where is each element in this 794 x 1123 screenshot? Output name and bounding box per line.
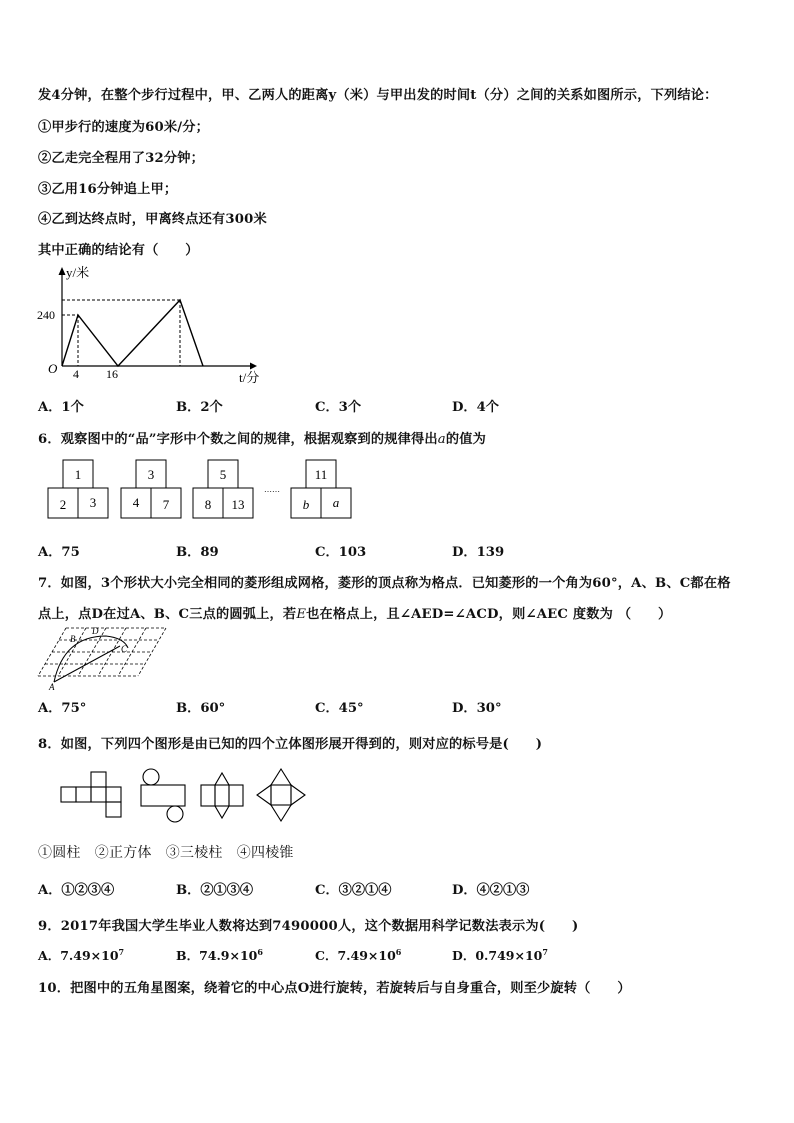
- q9-option-d-base: D．0.749×10: [452, 948, 543, 963]
- q7-label-a: A: [49, 682, 55, 692]
- q9-option-a[interactable]: [38, 946, 124, 964]
- q8-cylinder-net: [141, 769, 185, 822]
- y-axis-label: y/米: [66, 265, 90, 280]
- q5-option-d[interactable]: D．4个: [452, 400, 499, 415]
- q8-option-c[interactable]: C．③②①④: [315, 883, 392, 898]
- q5-question: 其中正确的结论有（ ）: [38, 243, 199, 258]
- q6-ellipsis: ……: [264, 485, 280, 494]
- q6-stem-text: 6．观察图中的“品”字形中个数之间的规律，根据观察到的规律得出: [38, 432, 438, 447]
- q10-stem: 10．把图中的五角星图案，绕着它的中心点O进行旋转，若旋转后与自身重合，则至少旋转（ ）: [38, 981, 631, 996]
- q6-g1-left: 2: [59, 497, 67, 512]
- q6-g3-left: 8: [204, 497, 212, 512]
- distance-curve: [62, 300, 203, 366]
- q8-solid-names: ①圆柱 ②正方体 ③三棱柱 ④四棱锥: [38, 845, 294, 861]
- tick-16: 16: [106, 367, 118, 381]
- q6-g2-right: 7: [162, 497, 170, 512]
- q8-option-d[interactable]: D．④②①③: [452, 883, 530, 898]
- q7-point-e: E: [296, 607, 307, 622]
- tick-240: 240: [37, 308, 55, 322]
- q5-option-c[interactable]: C．3个: [315, 400, 362, 415]
- origin-label: O: [48, 361, 58, 376]
- q9-option-b-exp: 6: [257, 947, 263, 957]
- q7-stem-part-a: 点上，点D在过A、B、C三点的圆弧上，若: [38, 607, 297, 622]
- q9-option-c-exp: 6: [395, 947, 402, 957]
- q7-dashed-grid: [38, 628, 166, 676]
- q6-g4-top: 11: [314, 467, 328, 482]
- q6-g4-right: a: [332, 495, 340, 510]
- q9-option-c[interactable]: [315, 946, 401, 964]
- q5-option-b[interactable]: B．2个: [176, 400, 223, 415]
- x-axis-arrow: [250, 363, 257, 370]
- q8-option-b[interactable]: B．②①③④: [176, 883, 254, 898]
- q9-option-d-exp: 7: [542, 947, 548, 957]
- q5-statement-3: ③乙用16分钟追上甲；: [38, 182, 178, 197]
- q6-g3-top: 5: [219, 467, 227, 482]
- q7-option-d[interactable]: D．30°: [452, 701, 502, 716]
- q7-label-c: C: [121, 644, 128, 654]
- q6-g1-right: 3: [89, 495, 97, 510]
- q6-variable-a: a: [437, 432, 446, 447]
- q7-label-d: D: [92, 626, 99, 636]
- q7-option-b[interactable]: B．60°: [176, 701, 226, 716]
- q8-option-a[interactable]: A．①②③④: [38, 883, 115, 898]
- q5-option-a[interactable]: A．1个: [38, 400, 84, 415]
- q5-distance-time-graph: [36, 262, 276, 387]
- q6-option-c[interactable]: C．103: [315, 545, 367, 560]
- q7-option-a[interactable]: A．75°: [38, 701, 87, 716]
- q7-rhombus-grid-figure: [36, 622, 176, 692]
- q8-pyramid-net: [257, 769, 305, 821]
- q9-option-b-base: B．74.9×10: [176, 948, 258, 963]
- y-axis-arrow: [59, 267, 66, 275]
- q6-option-b[interactable]: B．89: [176, 545, 219, 560]
- q8-prism-net: [201, 773, 243, 818]
- q6-g2-top: 3: [147, 467, 155, 482]
- q5-statement-4: ④乙到达终点时，甲离终点还有300米: [38, 212, 267, 227]
- q9-option-d[interactable]: [452, 946, 548, 964]
- q6-g3-right: 13: [231, 497, 245, 512]
- q6-option-d[interactable]: D．139: [452, 545, 505, 560]
- q8-nets-figure: [55, 766, 315, 824]
- q7-stem-line1: 7．如图，3个形状大小完全相同的菱形组成网格，菱形的顶点称为格点．已知菱形的一个角为60°，A、B、C都在格: [38, 576, 731, 591]
- q6-stem-end: 的值为: [445, 432, 487, 447]
- q5-stem: 发4分钟，在整个步行过程中，甲、乙两人的距离y（米）与甲出发的时间t（分）之间的关系如图所示，下列结论：: [38, 88, 718, 103]
- q9-option-b[interactable]: [176, 946, 263, 964]
- q5-statement-1: ①甲步行的速度为60米/分；: [38, 120, 210, 135]
- x-axis-label: t/分: [239, 370, 260, 385]
- q7-stem-part-b: 也在格点上，且∠AED=∠ACD，则∠AEC 度数为 （ ）: [306, 607, 672, 622]
- q5-statement-2: ②乙走完全程用了32分钟；: [38, 151, 205, 166]
- q9-option-a-exp: 7: [118, 947, 125, 957]
- q9-stem: 9．2017年我国大学生毕业人数将达到7490000人，这个数据用科学记数法表示为( ): [38, 919, 579, 934]
- q6-g2-left: 4: [132, 495, 140, 510]
- q6-g1-top: 1: [74, 467, 82, 482]
- q8-cube-net: [61, 772, 121, 817]
- q6-g4-left: b: [302, 497, 310, 512]
- q6-stem: [38, 428, 486, 447]
- q9-option-c-base: C．7.49×10: [315, 948, 396, 963]
- q9-option-a-base: A．7.49×10: [38, 948, 119, 963]
- tick-4: 4: [73, 367, 79, 381]
- q6-pin-pattern-figure: [46, 458, 356, 522]
- q6-option-a[interactable]: A．75: [38, 545, 80, 560]
- q7-label-b: B: [70, 634, 76, 644]
- q7-stem-line2: [38, 603, 671, 622]
- q7-option-c[interactable]: C．45°: [315, 701, 364, 716]
- q8-stem: 8．如图，下列四个图形是由已知的四个立体图形展开得到的，则对应的标号是( ): [38, 737, 543, 752]
